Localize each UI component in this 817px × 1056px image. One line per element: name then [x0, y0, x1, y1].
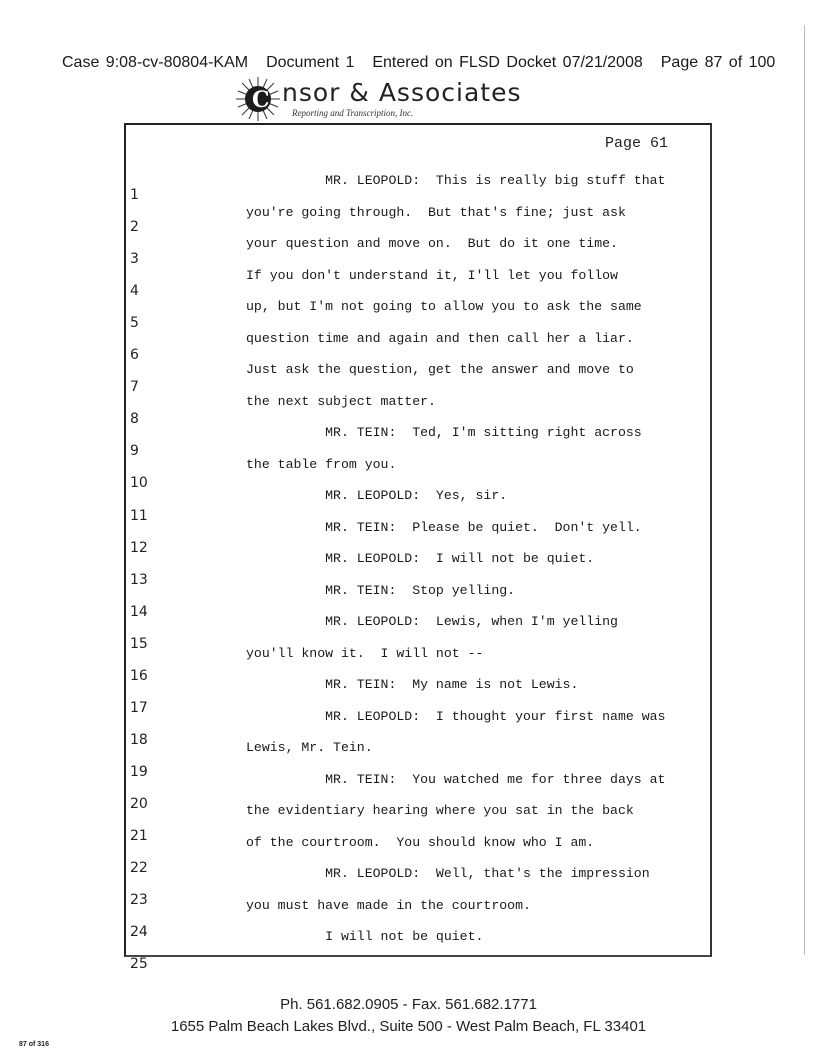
- transcript-line: the next subject matter.: [246, 393, 436, 409]
- transcript-page-label: Page 61: [605, 135, 669, 152]
- line-number: 22: [130, 860, 148, 877]
- line-number: 19: [130, 763, 148, 780]
- document-number: Document 1: [266, 54, 355, 71]
- line-number: 11: [130, 507, 148, 524]
- line-number: 7: [130, 379, 139, 396]
- footer-address: 1655 Palm Beach Lakes Blvd., Suite 500 - West Palm Beach, FL 33401: [170, 1018, 647, 1035]
- transcript-line: MR. TEIN: You watched me for three days at: [246, 771, 666, 787]
- transcript-line: up, but I'm not going to allow you to ask the same: [246, 299, 642, 314]
- line-number: 4: [130, 283, 139, 300]
- line-number: 17: [130, 699, 148, 716]
- transcript-line: MR. LEOPOLD: Lewis, when I'm yelling: [246, 614, 618, 629]
- line-number: 23: [130, 892, 148, 909]
- line-number: 9: [130, 443, 139, 460]
- line-number: 13: [130, 571, 148, 588]
- line-number: 5: [130, 315, 139, 332]
- transcript-line: your question and move on. But do it one time.: [246, 236, 618, 251]
- transcript-line: MR. TEIN: Ted, I'm sitting right across: [246, 425, 642, 440]
- footer-contact: Ph. 561.682.0905 - Fax. 561.682.1771: [280, 996, 537, 1013]
- transcript-line: MR. LEOPOLD: This is really big stuff that: [246, 173, 666, 188]
- transcript-line: the table from you.: [246, 456, 397, 472]
- page-of-total: Page 87 of 100: [660, 54, 776, 71]
- line-number: 3: [130, 251, 139, 268]
- transcript-line: I will not be quiet.: [246, 929, 484, 944]
- logo-tagline: Reporting and Transcription, Inc.: [292, 108, 414, 118]
- transcript-line: MR. LEOPOLD: Yes, sir.: [246, 488, 508, 503]
- transcript-line: Just ask the question, get the answer and move to: [246, 362, 634, 377]
- transcript-line: MR. LEOPOLD: Well, that's the impression: [246, 866, 650, 881]
- transcript-line: you're going through. But that's fine; just ask: [246, 204, 626, 220]
- company-logo: [228, 76, 548, 122]
- transcript-line: Lewis, Mr. Tein.: [246, 740, 373, 755]
- transcript-line: of the courtroom. You should know who I am.: [246, 834, 595, 850]
- line-number: 20: [130, 795, 148, 812]
- transcript-line: If you don't understand it, I'll let you follow: [246, 267, 618, 283]
- line-number: 6: [130, 347, 139, 364]
- line-number: 16: [130, 667, 148, 684]
- line-number: 2: [130, 219, 139, 236]
- svg-text:C: C: [252, 87, 270, 113]
- transcript-line: you must have made in the courtroom.: [246, 897, 531, 913]
- transcript-line: question time and again and then call her a liar.: [246, 330, 634, 346]
- line-number: 25: [130, 956, 148, 973]
- line-number: 12: [130, 539, 148, 556]
- transcript-line: MR. TEIN: Stop yelling.: [246, 582, 516, 598]
- line-number: 15: [130, 635, 148, 652]
- line-number: 18: [130, 731, 148, 748]
- transcript-line: you'll know it. I will not --: [246, 645, 484, 661]
- transcript-line: MR. LEOPOLD: I thought your first name was: [246, 708, 666, 724]
- line-number: 24: [130, 924, 148, 941]
- transcript-line: MR. TEIN: Please be quiet. Don't yell.: [246, 519, 642, 535]
- page-count: 87 of 316: [19, 1041, 49, 1048]
- transcript-line: MR. TEIN: My name is not Lewis.: [246, 677, 579, 692]
- line-number: 1: [130, 187, 139, 203]
- page-edge-line: [804, 25, 805, 955]
- line-number: 8: [130, 411, 139, 428]
- transcript-line: the evidentiary hearing where you sat in the back: [246, 803, 634, 818]
- logo-name: nsor & Associates: [282, 78, 522, 107]
- court-header: [62, 54, 793, 72]
- line-number: 21: [130, 828, 148, 844]
- line-number: 10: [130, 475, 148, 492]
- case-number: Case 9:08-cv-80804-KAM: [62, 54, 249, 71]
- transcript-line: MR. LEOPOLD: I will not be quiet.: [246, 551, 595, 566]
- line-number: 14: [130, 603, 148, 620]
- docket-entry: Entered on FLSD Docket 07/21/2008: [372, 54, 643, 71]
